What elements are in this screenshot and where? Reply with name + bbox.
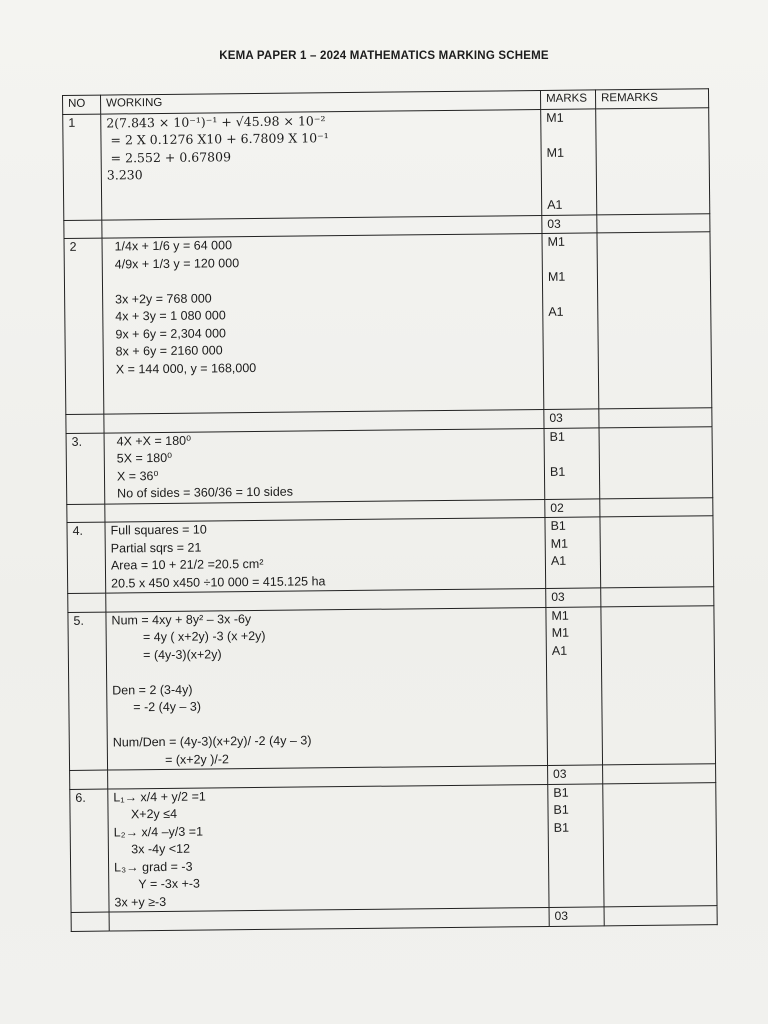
marks-cell: M1 M1 A1 [541,108,597,215]
total-spacer [601,587,714,607]
working-cell: Full squares = 10 Partial sqrs = 21 Area = 10 + 21/2 =20.5 cm² 20.5 x 450 x450 ÷10 000 = 415.125 ha [105,517,546,593]
marks-cell: M1 M1 A1 [546,606,603,765]
question-total: 03 [542,214,597,233]
total-spacer [66,414,104,433]
total-spacer [67,504,105,523]
marks-cell: M1 M1 A1 [542,233,599,410]
remarks-cell [601,605,716,765]
remarks-cell [597,232,712,409]
question-number: 3. [66,433,105,504]
question-total: 02 [545,498,600,517]
header-remarks: REMARKS [595,89,708,109]
question-number: 2 [64,238,104,414]
remarks-cell [600,516,714,588]
question-total: 03 [548,765,603,784]
working-cell: L₁→ x/4 + y/2 =1 X+2y ≤4 L₂→ x/4 –y/3 =1 3x -4y <12 L₃→ grad = -3 Y = -3x +-3 3x +y ≥-3 [108,784,549,912]
total-spacer [597,213,710,233]
question-total: 03 [544,409,599,428]
question-row [67,516,714,594]
marks-cell: B1 B1 [544,427,600,499]
total-spacer [603,764,716,784]
working-cell: 2(7.843 × 10⁻¹)⁻¹ + √45.98 × 10⁻² = 2 X 0.1276 X10 + 6.7809 X 10⁻¹ = 2.552 + 0.67809 3.230 [101,109,542,220]
remarks-cell [596,107,710,214]
marks-cell: B1 M1 A1 [545,517,601,589]
question-total: 03 [549,907,604,926]
remarks-cell [599,426,713,498]
total-spacer [70,770,108,789]
working-cell: Num = 4xy + 8y² – 3x -6y = 4y ( x+2y) -3 (x +2y) = (4y-3)(x+2y) Den = 2 (3-4y) = -2 (4y – 3) Num/Den = (4y-3)(x+2y)/ -2 (4y – 3) = (x+2y )/-2 [106,607,548,770]
question-total: 03 [546,588,601,607]
total-spacer [604,906,717,926]
marking-scheme-table [62,88,718,931]
total-spacer [599,408,712,428]
question-number: 1 [63,114,102,220]
question-number: 5. [68,612,108,771]
working-cell: 4X +X = 180⁰ 5X = 180⁰ X = 36⁰ No of sides = 360/36 = 10 sides [104,428,545,504]
header-no: NO [63,95,101,114]
question-row [64,232,712,415]
total-spacer [600,497,713,517]
header-working: WORKING [101,90,541,113]
header-marks: MARKS [540,90,595,109]
question-row [70,782,717,912]
question-row [68,605,716,770]
page-title: KEMA PAPER 1 – 2024 MATHEMATICS MARKING SCHEME [219,50,549,62]
total-spacer [109,907,549,930]
total-spacer [64,220,102,239]
total-spacer [71,912,109,931]
marks-cell: B1 B1 B1 [548,783,604,907]
working-cell: 1/4x + 1/6 y = 64 000 4/9x + 1/3 y = 120 000 3x +2y = 768 000 4x + 3y = 1 080 000 9x + 6y = 2,304 000 8x + 6y = 2160 000 X = 144 000, y = 168,000 [102,233,544,414]
remarks-cell [603,782,717,907]
question-row [63,107,710,220]
question-number: 4. [67,522,106,593]
total-spacer [68,593,106,612]
question-row [66,426,713,504]
question-number: 6. [70,789,109,913]
